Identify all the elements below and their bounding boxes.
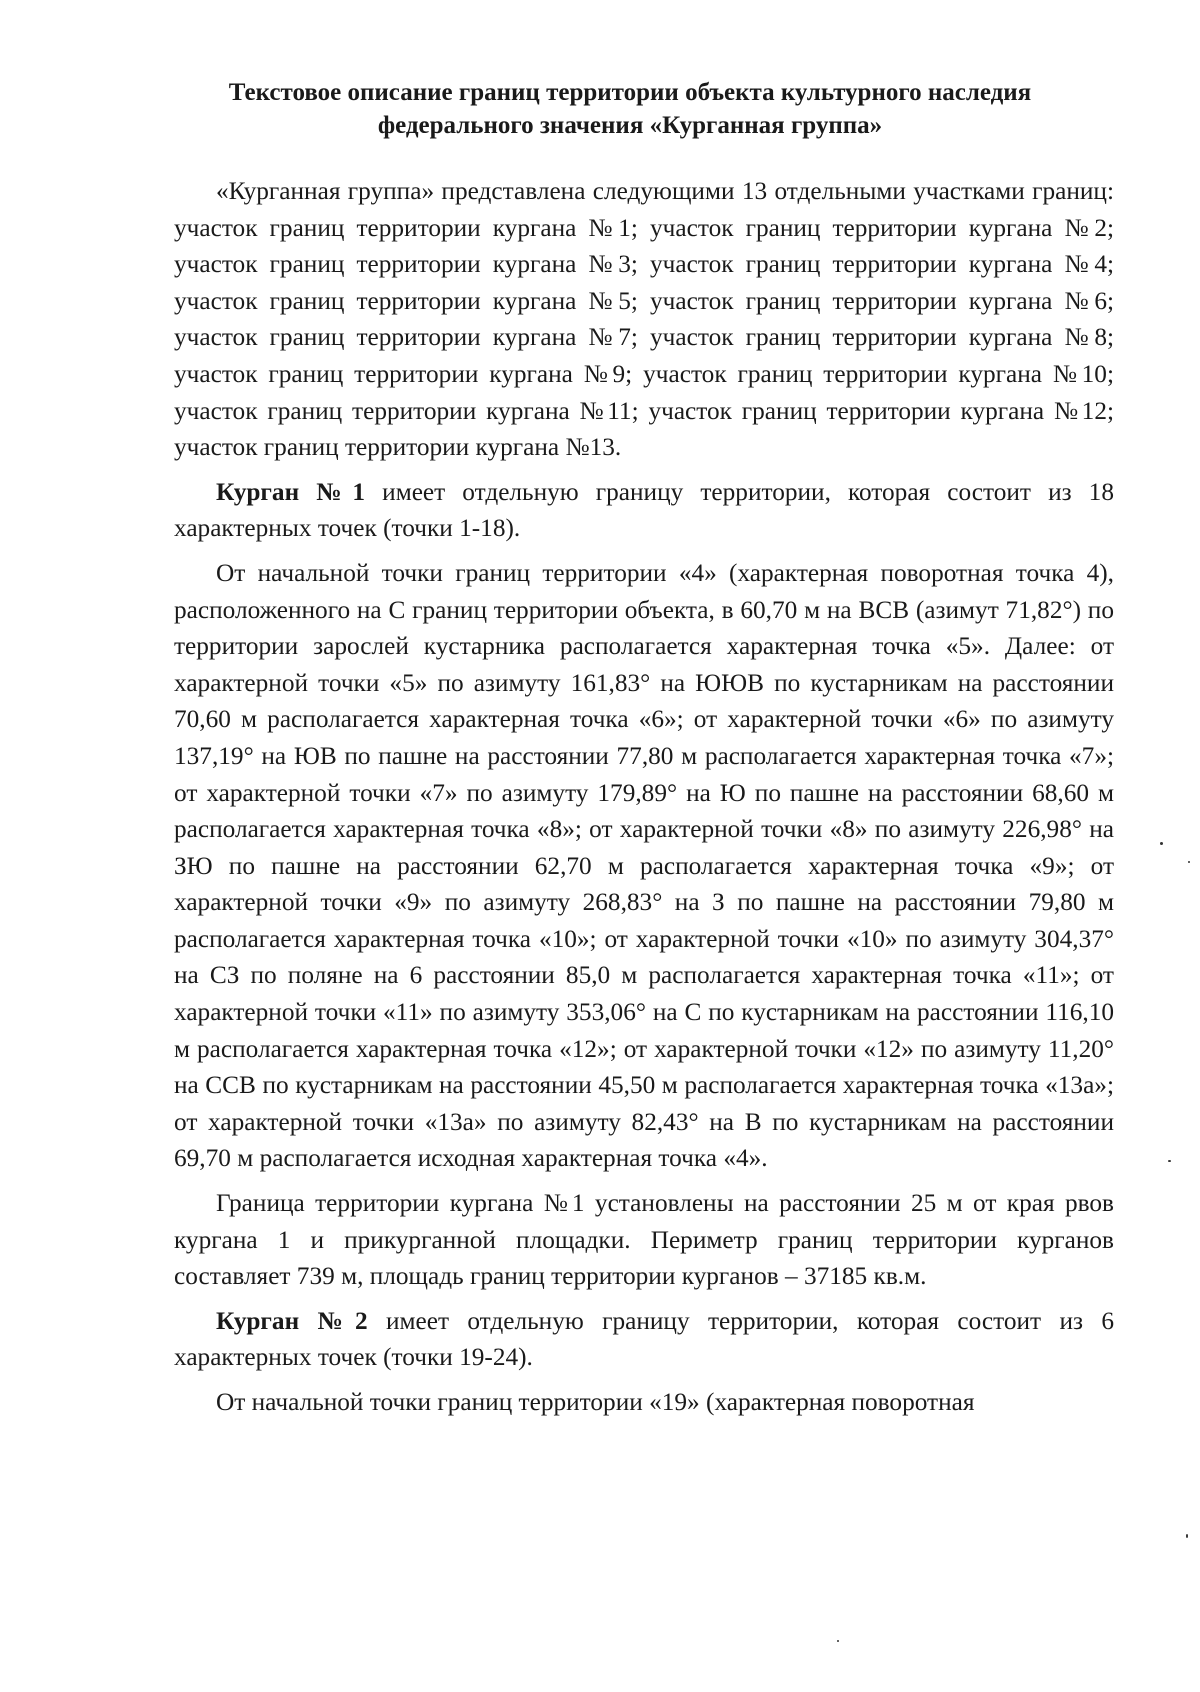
paragraph-text: От начальной точки границ территории «4» (характерная поворотная точка 4), расположенного на С границ территории объекта, в 60,70 м на ВСВ (азимут 71,82°) по территории зарослей кустарника располагается характерная точка «5». Далее: от характерной точки «5» по азимуту 161,83° на ЮЮВ по кустарникам на расстоянии 70,60 м располагается характерная точка «6»; от характерной точки «6» по азимуту 137,19° на ЮВ по пашне на расстоянии 77,80 м располагается характерная точка «7»; от характерной точки «7» по азимуту 179,89° на Ю по пашне на расстоянии 68,60 м располагается характерная точка «8»; от характерной точки «8» по азимуту 226,98° на ЗЮ по пашне на расстоянии 62,70 м располагается характерная точка «9»; от характерной точки «9» по азимуту 268,83° на З по пашне на расстоянии 79,80 м располагается характерная точка «10»; от характерной точки «10» по азимуту 304,37° на СЗ по поляне на 6 расстоянии 85,0 м располагается характерная точка «11»; от характерной точки «11» по азимуту 353,06° на С по кустарникам на расстоянии 116,10 м располагается характерная точка «12»; от характерной точки «12» по азимуту 11,20° на ССВ по кустарникам на расстоянии 45,50 м располагается характерная точка «13а»; от характерной точки «13а» по азимуту 82,43° на В по кустарникам на расстоянии 69,70 м располагается исходная характерная точка «4». — [174, 558, 1114, 1173]
paragraph-text: От начальной точки границ территории «19» (характерная поворотная — [216, 1388, 975, 1416]
scan-artifact — [1168, 1160, 1171, 1162]
scan-artifact — [1188, 861, 1190, 863]
scan-artifact — [837, 1640, 839, 1642]
scan-artifact — [1186, 1534, 1188, 1538]
scan-artifact — [1160, 842, 1163, 845]
paragraph-text: имеет отдельную границу территории, которая состоит из 6 характерных точек (точки 19-24). — [174, 1306, 1114, 1372]
paragraph-intro — [174, 173, 1114, 466]
kurgan-2-heading: Курган №2 — [216, 1306, 368, 1335]
title-line-2: федерального значения «Курганная группа» — [377, 112, 883, 139]
paragraph-kurgan-2-header — [174, 1303, 1114, 1376]
paragraph-kurgan-1-header — [174, 474, 1114, 547]
paragraph-kurgan-1-summary — [174, 1185, 1114, 1295]
kurgan-1-heading: Курган №1 — [216, 477, 366, 506]
paragraph-kurgan-1-route — [174, 555, 1114, 1177]
paragraph-text: «Курганная группа» представлена следующими 13 отдельными участками границ: участок границ территории кургана №1; участок границ территории кургана №2; участок границ территории кургана №3; участок границ территории кургана №4; участок границ территории кургана №5; участок границ территории кургана №6; участок границ территории кургана №7; участок границ территории кургана №8; участок границ территории кургана №9; участок границ территории кургана №10; участок границ территории кургана №11; участок границ территории кургана №12; участок границ территории кургана №13. — [174, 177, 1114, 462]
document-body — [174, 173, 1114, 1429]
paragraph-text: Граница территории кургана №1 установлены на расстоянии 25 м от края рвов кургана 1 и прикурганной площадки. Периметр границ территории курганов составляет 739 м, площадь границ территории курганов – 37185 кв.м. — [174, 1189, 1114, 1291]
document-title — [150, 76, 1110, 142]
title-line-1: Текстовое описание границ территории объекта культурного наследия — [228, 79, 1032, 106]
paragraph-kurgan-2-route — [174, 1384, 1114, 1421]
paragraph-text: имеет отдельную границу территории, которая состоит из 18 характерных точек (точки 1-18). — [174, 477, 1114, 543]
